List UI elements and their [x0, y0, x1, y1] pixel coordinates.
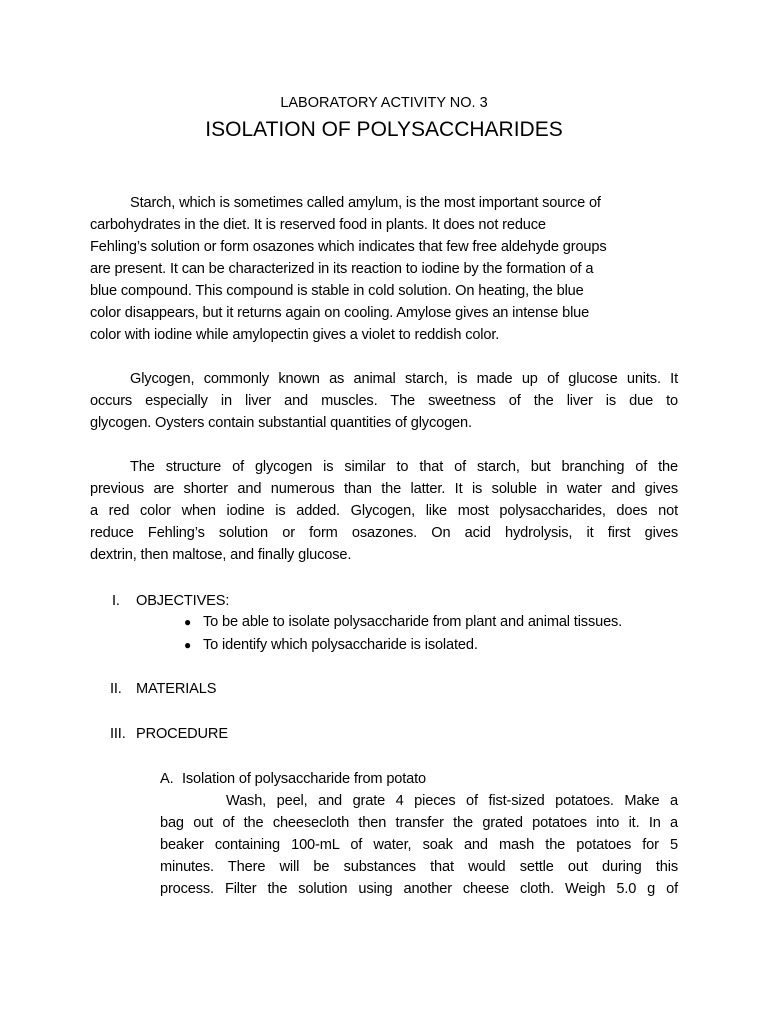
- section-number: I.: [112, 593, 120, 609]
- paragraph-line: a red color when iodine is added. Glycogen, like most polysaccharides, does not: [90, 503, 678, 519]
- bullet-icon: ●: [184, 615, 192, 629]
- section-number: III.: [110, 726, 126, 742]
- paragraph-line: previous are shorter and numerous than the latter. It is soluble in water and gives: [90, 481, 678, 497]
- procedure-line: bag out of the cheesecloth then transfer the grated potatoes into it. In a: [160, 815, 678, 831]
- objective-item: To identify which polysaccharide is isolated.: [203, 637, 478, 653]
- activity-number: LABORATORY ACTIVITY NO. 3: [280, 95, 488, 111]
- section-heading-objectives: OBJECTIVES:: [136, 593, 230, 609]
- subsection-label: A.: [160, 771, 174, 787]
- section-number: II.: [110, 681, 122, 697]
- paragraph-line: Starch, which is sometimes called amylum, is the most important source of: [130, 195, 601, 211]
- page-title: ISOLATION OF POLYSACCHARIDES: [205, 118, 563, 141]
- procedure-line: process. Filter the solution using another cheese cloth. Weigh 5.0 g of: [160, 881, 678, 897]
- paragraph-line: Fehling’s solution or form osazones which indicates that few free aldehyde groups: [90, 239, 607, 255]
- paragraph-line: The structure of glycogen is similar to that of starch, but branching of the: [130, 459, 678, 475]
- paragraph-line: carbohydrates in the diet. It is reserved food in plants. It does not reduce: [90, 217, 546, 233]
- objective-item: To be able to isolate polysaccharide from plant and animal tissues.: [203, 614, 623, 630]
- paragraph-line: reduce Fehling’s solution or form osazones. On acid hydrolysis, it first gives: [90, 525, 678, 541]
- paragraph-line: dextrin, then maltose, and finally glucose.: [90, 547, 352, 563]
- paragraph-line: color disappears, but it returns again on cooling. Amylose gives an intense blue: [90, 305, 590, 321]
- paragraph-line: blue compound. This compound is stable in cold solution. On heating, the blue: [90, 283, 584, 299]
- subsection-heading: Isolation of polysaccharide from potato: [182, 771, 427, 787]
- section-heading-procedure: PROCEDURE: [136, 726, 228, 742]
- bullet-icon: ●: [184, 638, 192, 652]
- section-heading-materials: MATERIALS: [136, 681, 217, 697]
- paragraph-line: Glycogen, commonly known as animal starch, is made up of glucose units. It: [130, 371, 678, 387]
- procedure-line: Wash, peel, and grate 4 pieces of fist-sized potatoes. Make a: [226, 793, 678, 809]
- paragraph-line: are present. It can be characterized in its reaction to iodine by the formation of a: [90, 261, 594, 277]
- paragraph-line: occurs especially in liver and muscles. The sweetness of the liver is due to: [90, 393, 678, 409]
- procedure-line: beaker containing 100-mL of water, soak and mash the potatoes for 5: [160, 837, 678, 853]
- procedure-line: minutes. There will be substances that would settle out during this: [160, 859, 678, 875]
- paragraph-line: glycogen. Oysters contain substantial quantities of glycogen.: [90, 415, 472, 431]
- paragraph-line: color with iodine while amylopectin gives a violet to reddish color.: [90, 327, 500, 343]
